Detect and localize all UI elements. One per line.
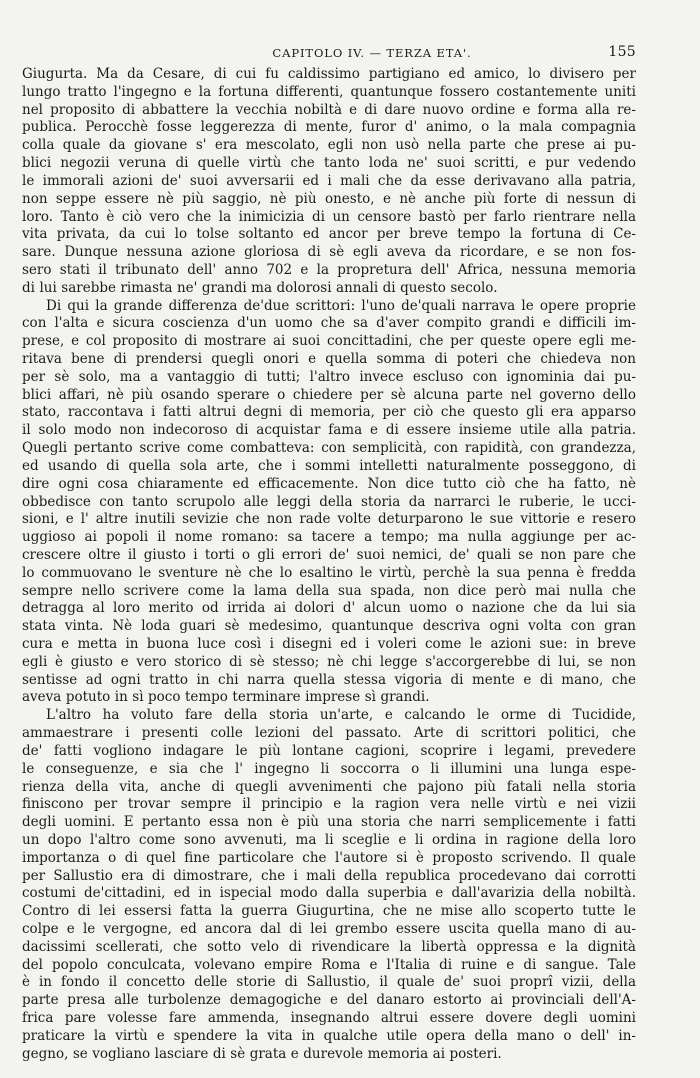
text-line: le conseguenze, e sia che l' ingegno li soccorra o li illumini una lunga espe- [22, 760, 636, 777]
text-line: di lui sarebbe rimasta ne' grandi ma dolorosi annali di questo secolo. [22, 279, 498, 296]
paragraph [22, 66, 636, 298]
text-line: rienza della vita, anche di quegli avvenimenti che pajono più fatali nella storia [22, 778, 636, 795]
text-line: parte presa alle turbolenze demagogiche e del danaro estorto ai provinciali dell'A- [22, 992, 636, 1009]
text-line: colpe e le vergogne, ed ancora dal di lei grembo essere uscita quella mano di au- [22, 921, 636, 937]
text-line: dire ogni cosa chiaramente ed efficacemente. Non dice tutto ciò che ha fatto, nè [22, 475, 636, 492]
text-line: colla quale da giovane s' era mescolato, egli non usò nella parte che prese ai pu- [22, 137, 636, 154]
text-line: lungo tratto l'ingegno e la fortuna differenti, quantunque fossero costantemente uniti [22, 83, 636, 100]
text-line: detragga al loro merito od irrida ai dolori d' alcun uomo o nazione che da lui sia [22, 600, 636, 617]
body-text [22, 66, 636, 1064]
text-line: L'altro ha voluto fare della storia un'arte, e calcando le orme di Tucidide, [46, 707, 636, 724]
text-line: non seppe essere nè più saggio, nè più onesto, e nè anche più forte di nessun di [22, 190, 636, 207]
text-line: cura e metta in buona luce così i disegni ed i voleri come le azioni sue: in breve [22, 636, 636, 652]
text-line: Contro di lei essersi fatta la guerra Giugurtina, che ne mise allo scoperto tutte le [22, 903, 636, 920]
text-line: loro. Tanto è ciò vero che la inimicizia di un censore bastò per farlo rientrare nella [22, 208, 636, 225]
text-line: stato, raccontava i fatti altrui degni di memoria, per ciò che questo gli era apparso [22, 404, 636, 421]
text-line: ritava bene di prendersi quegli onori e quella somma di poteri che chiedeva non [22, 351, 636, 367]
text-line: costumi de'cittadini, ed in ispecial modo dalla superbia e dall'avarizia della nobiltà. [22, 885, 636, 902]
text-line: importanza o di quel fine particolare che l'autore si è proposto scrivendo. Il quale [22, 849, 636, 866]
text-line: per Sallustio era di dimostrare, che i mali della republica procedevano dai corrotti [22, 867, 636, 884]
text-line: sempre nello scrivere come la lama della sua spada, non dice però mai nulla che [22, 582, 636, 599]
text-line: de' fatti vogliono indagare le più lontane cagioni, scoprire i legami, prevedere [22, 742, 636, 759]
text-line: stata vinta. Nè loda guari sè medesimo, quantunque descriva ogni volta con gran [22, 618, 636, 635]
text-line: ammaestrare i presenti colle lezioni del passato. Arte di scrittori politici, che [22, 725, 636, 742]
text-line: sentisse ad ogni tratto in chi narra quella stessa vigoria di mente e di mano, che [22, 671, 636, 688]
chapter-title: CAPITOLO IV. — TERZA ETA'. [272, 46, 472, 60]
text-line: uggioso ai popoli il nome romano: sa tacere a tempo; ma nulla aggiunge per ac- [22, 529, 636, 546]
text-line: finiscono per trovar sempre il principio e la ragion vera nelle virtù e nei vizii [22, 796, 636, 813]
text-line: Quegli pertanto scrive come combatteva: con semplicità, con rapidità, con grandezza, [22, 440, 636, 457]
text-line: sero stati il tribunato dell' anno 702 e la propretura dell' Africa, nessuna memoria [22, 261, 636, 278]
text-line: le immorali azioni de' suoi avversarii ed i mali che da esse derivavano alla patria, [22, 172, 636, 189]
text-line: Di qui la grande differenza de'due scrittori: l'uno de'quali narrava le opere proprie [46, 297, 636, 314]
paragraph [22, 298, 636, 708]
text-line: prese, e col proposito di mostrare ai suoi concittadini, che per queste opere egli me- [22, 333, 636, 350]
text-line: sioni, e l' altre inutili sevizie che non rade volte deturparono le sue vittorie e resero [22, 511, 636, 528]
text-line: praticare la virtù e spendere la vita in qualche utile opera della mano o dell' in- [22, 1027, 636, 1044]
text-line: dacissimi scellerati, che sotto velo di rivendicare la libertà oppressa e la dignità [22, 938, 636, 955]
text-line: blici negozii veruna di quelle virtù che tanto loda ne' suoi scritti, e pur vedendo [22, 155, 636, 172]
text-line: vita privata, da cui lo tolse soltanto ed ancor per breve tempo la fortuna di Ce- [22, 226, 636, 243]
text-line: è in fondo il concetto delle storie di Sallustio, il quale de' suoi proprî vizii, della [22, 974, 636, 991]
text-line: nel proposito di abbattere la vecchia nobiltà e di dare nuovo ordine e forma alla re- [22, 101, 636, 118]
text-line: per sè solo, ma a vantaggio di tutti; l'altro invece escluso con ignominia dai pu- [22, 368, 636, 385]
text-line: blici affari, nè più osando sperare o chiedere per sè alcuna parte nel governo dello [22, 386, 636, 403]
text-line: aveva potuto in sì poco tempo terminare imprese sì grandi. [22, 689, 430, 706]
text-line: del popolo conculcata, volevano empire Roma e l'Italia di ruine e di sangue. Tale [22, 956, 636, 973]
paragraph [22, 707, 636, 1063]
text-line: un dopo l'altro come sono avvenuti, ma li sceglie e li ordina in ragione della loro [22, 831, 636, 848]
text-line: lo commuovano le sventure nè che lo esaltino le virtù, perchè la sua penna è fredda [22, 564, 636, 581]
page-number: 155 [608, 44, 636, 60]
text-line: frica pare volesse fare ammenda, insegnando altrui essere dovere degli uomini [22, 1010, 636, 1027]
running-header [22, 46, 636, 66]
text-line: sare. Dunque nessuna azione gloriosa di sè egli aveva da ricordare, e se non fos- [22, 244, 636, 261]
text-line: crescere oltre il giusto i torti o gli errori de' suoi nemici, de' quali se non pare che [22, 546, 636, 563]
text-line: obbedisce con tanto scrupolo alle leggi della storia da narrarci le ruberie, le ucci- [22, 493, 636, 510]
text-line: degli uomini. E pertanto essa non è più una storia che narri semplicemente i fatti [22, 814, 636, 831]
text-line: Giugurta. Ma da Cesare, di cui fu caldissimo partigiano ed amico, lo divisero per [22, 66, 636, 82]
text-line: gegno, se vogliano lasciare di sè grata e durevole memoria ai posteri. [22, 1045, 502, 1062]
text-line: con l'alta e sicura coscienza d'un uomo che sa d'aver compito grandi e difficili im- [22, 315, 636, 332]
text-line: ed usando di quella sola arte, che i sommi intelletti naturalmente posseggono, di [22, 457, 636, 474]
text-line: il solo modo non indecoroso di acquistar fama e di essere insieme utile alla patria. [22, 422, 636, 439]
text-line: egli è giusto e vero storico di sè stesso; nè chi legge s'accorgerebbe di lui, se non [22, 653, 636, 670]
text-line: publica. Perocchè fosse leggerezza di mente, furor d' animo, o la mala compagnia [22, 119, 636, 136]
